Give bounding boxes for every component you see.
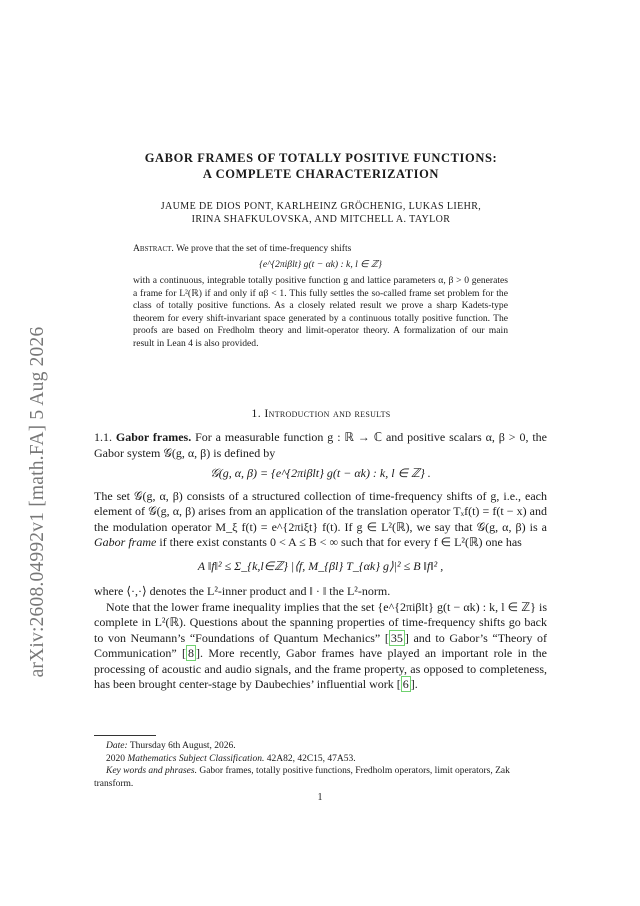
citation-link-6[interactable]: 6: [402, 677, 409, 691]
equation-gabor-system: 𝒢(g, α, β) = {e^{2πiβlt} g(t − αk) : k, l ∈ ℤ} .: [210, 466, 431, 480]
paragraph-4-d: .: [414, 677, 418, 691]
footnote-rule: [94, 735, 156, 736]
equation-frame-inequality: A ‖f‖² ≤ Σ_{k,l∈ℤ} |⟨f, M_{βl} T_{αk} g⟩|² ≤ B ‖f‖² ,: [197, 558, 444, 573]
subsection-number: 1.1.: [94, 430, 112, 444]
gabor-frame-term: Gabor frame: [94, 535, 157, 549]
paragraph-1-text: For a measurable function g : ℝ → ℂ and positive scalars α, β > 0, the Gabor system 𝒢(g, α, β) is defined by: [94, 430, 547, 460]
section-title: 1. Introduction and results: [251, 406, 391, 420]
abstract: [133, 243, 508, 350]
page-number: 1: [317, 792, 323, 803]
paragraph-2: [94, 489, 547, 551]
date-label: Date:: [106, 741, 128, 751]
msc-year: 2020: [106, 753, 125, 764]
footnote-msc: [94, 753, 547, 766]
footnote-date: [94, 740, 547, 753]
paragraph-4-c: . More recently, Gabor frames have played an important role in the processing of acoustic and audio signals, and the frame property, as opposed to completeness, has been brought center-stage by Daubechies’ influential work: [94, 646, 548, 691]
abstract-body: with a continuous, integrable totally positive function g and lattice parameters α, β > 0 generates a frame for L²(ℝ) if and only if αβ < 1. This fully settles the so-called frame set problem for the class of totally positive functions. As a closely related result we prove a sharp Kadets-type theorem for every shift-invariant space generated by a continuous totally positive function. The proofs are based on Fredholm theory and limit-operator theory. A formalization of our main result in Lean 4 is also provided.: [133, 275, 508, 349]
author-list: [94, 200, 548, 226]
abstract-formula: {e^{2πiβlt} g(t − αk) : k, l ∈ ℤ}: [259, 258, 382, 270]
authors-line-2: IRINA SHAFKULOVSKA, AND MITCHELL A. TAYLOR: [191, 214, 451, 225]
citation-link-35[interactable]: 35: [390, 630, 403, 645]
keywords-value: Gabor frames, totally positive functions, Fredholm operators, limit operators, Zak transform.: [94, 766, 510, 789]
title-line-1: GABOR FRAMES OF TOTALLY POSITIVE FUNCTIONS:: [144, 151, 498, 165]
section-heading: [94, 406, 548, 421]
paragraph-2-start: The set 𝒢(g, α, β) consists of a structured collection of time-frequency shifts of g, i.e., each element of 𝒢(g, α, β) arises from an application of the translation operator Tₓf(t) = f(t − x) and the modulation operator M_ξ f(t) = e^{2πiξt} f(t). If g ∈ L²(ℝ), we say that 𝒢(g, α, β) is a: [94, 488, 547, 534]
paragraph-4: Note that the lower frame inequality implies that the set {e^{2πiβlt} g(t − αk) : k, l ∈ ℤ} is complete in L²(ℝ). Questions about the spanning properties of time-frequency shifts go back to von Neumann’s “Foundations of Quantum Mechanics” [ 35 ] and to Gabor’s “Theory of Communication” [ 8 ]. More recently, Gabor frames have played an important role in the processing of acoustic and audio signals, and the frame property, as opposed to completeness, has been brought center-stage by Daubechies’ influential work [ 6 ].: [94, 599, 548, 691]
msc-value: 42A82, 42C15, 47A53.: [266, 753, 356, 764]
abstract-intro: We prove that the set of time-frequency shifts: [176, 243, 352, 254]
arxiv-identifier: arXiv:2608.04992v1 [math.FA] 5 Aug 2026: [27, 326, 48, 678]
paragraph-4-b: and to Gabor’s “Theory of Communication”: [94, 630, 547, 660]
paragraph-4-a: Note that the lower frame inequality implies that the set {e^{2πiβlt} g(t − αk) : k, l ∈ ℤ} is complete in L²(ℝ). Questions about the spanning properties of time-frequency shifts go back to von Neumann’s “Foundations of Quantum Mechanics”: [94, 599, 547, 645]
msc-label: Mathematics Subject Classification.: [127, 753, 265, 764]
date-value: Thursday 6th August, 2026.: [129, 741, 236, 751]
paragraph-gabor-intro: [94, 430, 547, 461]
citation-link-8[interactable]: 8: [188, 646, 195, 660]
paragraph-3: where ⟨·,·⟩ denotes the L²-inner product and ‖ · ‖ the L²-norm.: [94, 584, 391, 598]
abstract-label: Abstract.: [133, 243, 174, 254]
keywords-label: Key words and phrases.: [106, 766, 197, 776]
paragraph-2-end: if there exist constants 0 < A ≤ B < ∞ such that for every f ∈ L²(ℝ) one has: [159, 535, 522, 549]
title-line-2: A COMPLETE CHARACTERIZATION: [202, 167, 440, 181]
body-text: [94, 430, 547, 693]
paper-title: [94, 150, 548, 182]
footnote-keywords: [94, 765, 547, 790]
footnotes: [94, 740, 547, 790]
authors-line-1: JAUME DE DIOS PONT, KARLHEINZ GRÖCHENIG, LUKAS LIEHR,: [160, 201, 482, 212]
subsection-title: Gabor frames.: [115, 430, 192, 444]
